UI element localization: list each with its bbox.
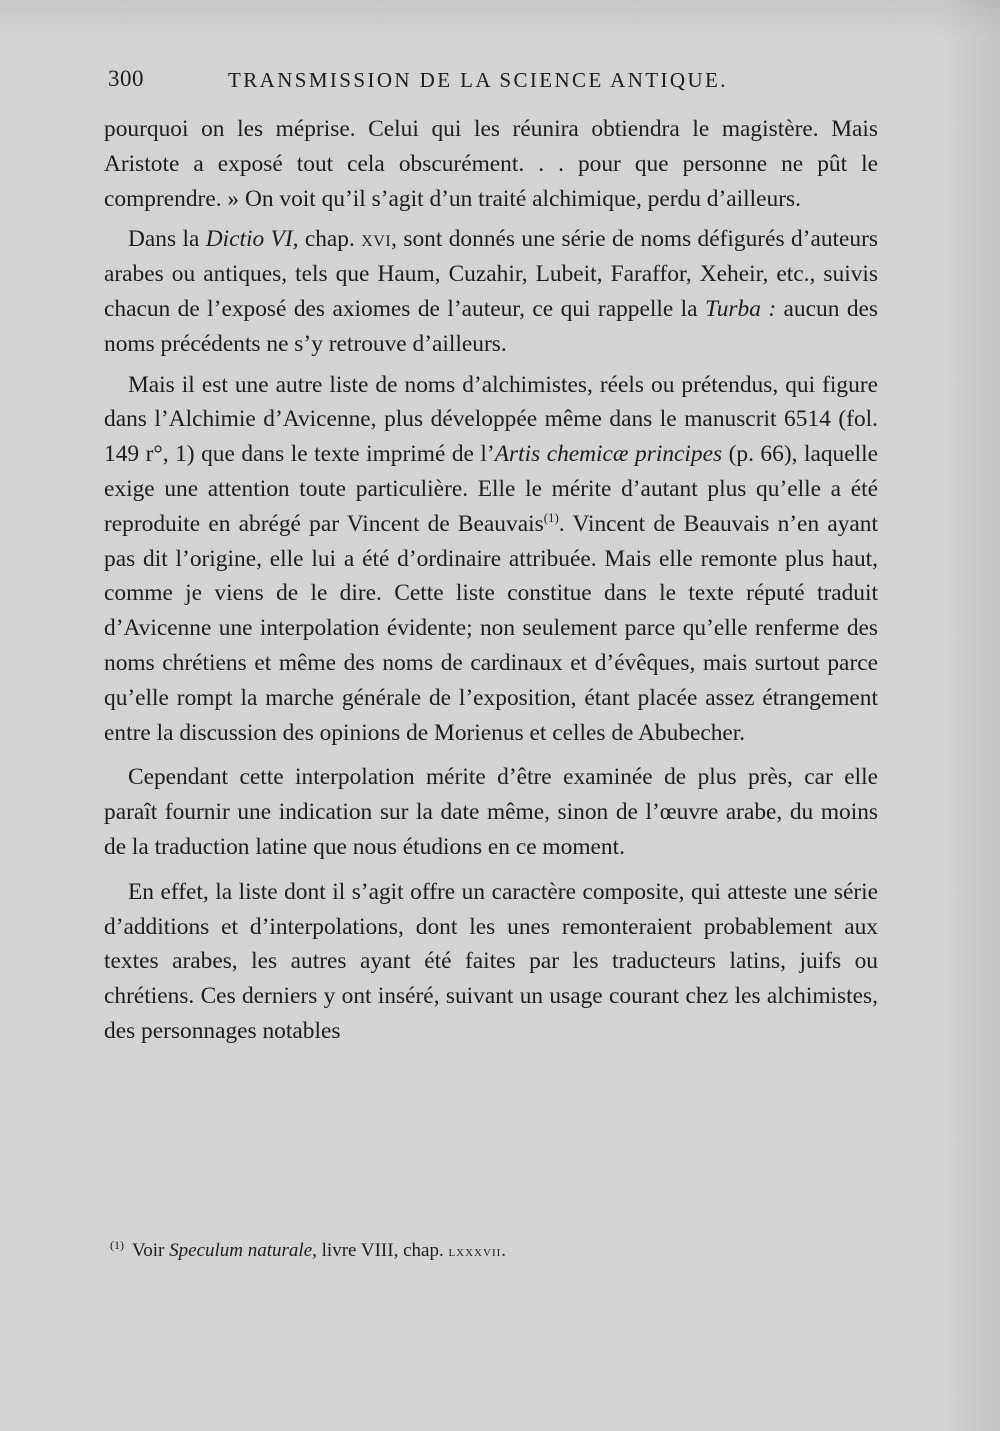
footnote-chapter-numeral: lxxxvii <box>448 1244 502 1260</box>
paragraph-dictio-vi <box>104 222 878 361</box>
footnote <box>110 1232 810 1265</box>
italic-title: Turba : <box>704 295 777 322</box>
page-top-shadow <box>0 0 1000 40</box>
page-gutter-shadow <box>940 0 1000 1431</box>
main-text <box>104 112 878 1049</box>
text-run: (p. 66), laquelle exige une attention toute particulière. Elle le mérite d’autant plus qu’elle a été reproduite en abrégé par Vincent de Beauvais <box>104 441 878 537</box>
footnote-text: Voir <box>132 1240 170 1261</box>
text-run: aucun des noms précédents ne s’y retrouve d’ailleurs. <box>104 295 878 357</box>
footnote-text: livre VIII, chap. <box>316 1240 449 1261</box>
paragraph-composite-list: En effet, la liste dont il s’agit offre un caractère composite, qui atteste une série d’additions et d’interpolations, dont les unes remonteraient probablement aux textes arabes, les autres ayant été faites par les traducteurs latins, juifs ou chrétiens. Ces derniers y ont inséré, suivant un usage courant chez les alchimistes, des personnages notables <box>104 878 878 1044</box>
text-run: . Vincent de Beauvais n’en ayant pas dit l’origine, elle lui a été d’ordinaire attribuée. Mais elle remonte plus haut, comme je viens de le dire. Cette liste constitue dans le texte réputé traduit d’Avicenne une interpolation évidente; non seulement parce qu’elle renferme des noms chrétiens et même des noms de cardinaux et d’évêques, mais surtout parce qu’elle rompt la marche générale de l’exposition, étant placée assez étrangement entre la discussion des opinions de Morienus et celles de Abubecher. <box>104 510 878 746</box>
chapter-numeral: xvi <box>361 226 392 253</box>
footnote-mark: (1) <box>110 1238 124 1252</box>
text-run: Mais il est une autre liste de noms d’alchimistes, réels ou prétendus, qui figure dans l’Alchimie d’Avicenne, plus développée même dans le manuscrit 6514 (fol. 149 r°, 1) que dans le texte imprimé de l’ <box>104 371 878 468</box>
footnote-text: . <box>501 1240 507 1261</box>
text-run: , sont donnés une série de noms défigurés d’auteurs arabes ou antiques, tels que Haum, Cuzahir, Lubeit, Faraffor, Xeheir, etc., suivis chacun de l’exposé des axiomes de l’auteur, ce qui rappelle la <box>104 226 878 322</box>
footnote-reference[interactable]: (1) <box>543 509 559 525</box>
running-header <box>108 66 768 106</box>
running-title: TRANSMISSION DE LA SCIENCE ANTIQUE. <box>228 68 728 92</box>
paragraph-interpolation: Cependant cette interpolation mérite d’être examinée de plus près, car elle paraît fournir une indication sur la date même, sinon de l’œuvre arabe, du moins de la traduction latine que nous étudions en ce moment. <box>104 764 878 860</box>
italic-title: Dictio VI, <box>205 226 299 253</box>
text-run: chap. <box>298 226 362 253</box>
paragraph-avicenne-list <box>104 368 878 751</box>
paragraph-continuation: pourquoi on les méprise. Celui qui les réunira obtiendra le magistère. Mais Aristote a exposé tout cela obscurément. . . pour que personne ne pût le comprendre. » On voit qu’il s’agit d’un traité alchimique, perdu d’ailleurs. <box>104 116 878 212</box>
footnote-italic-title: Speculum naturale, <box>169 1240 317 1261</box>
text-run: Dans la <box>128 226 206 253</box>
page-number: 300 <box>108 66 144 91</box>
italic-title: Artis chemicæ principes <box>494 441 723 468</box>
